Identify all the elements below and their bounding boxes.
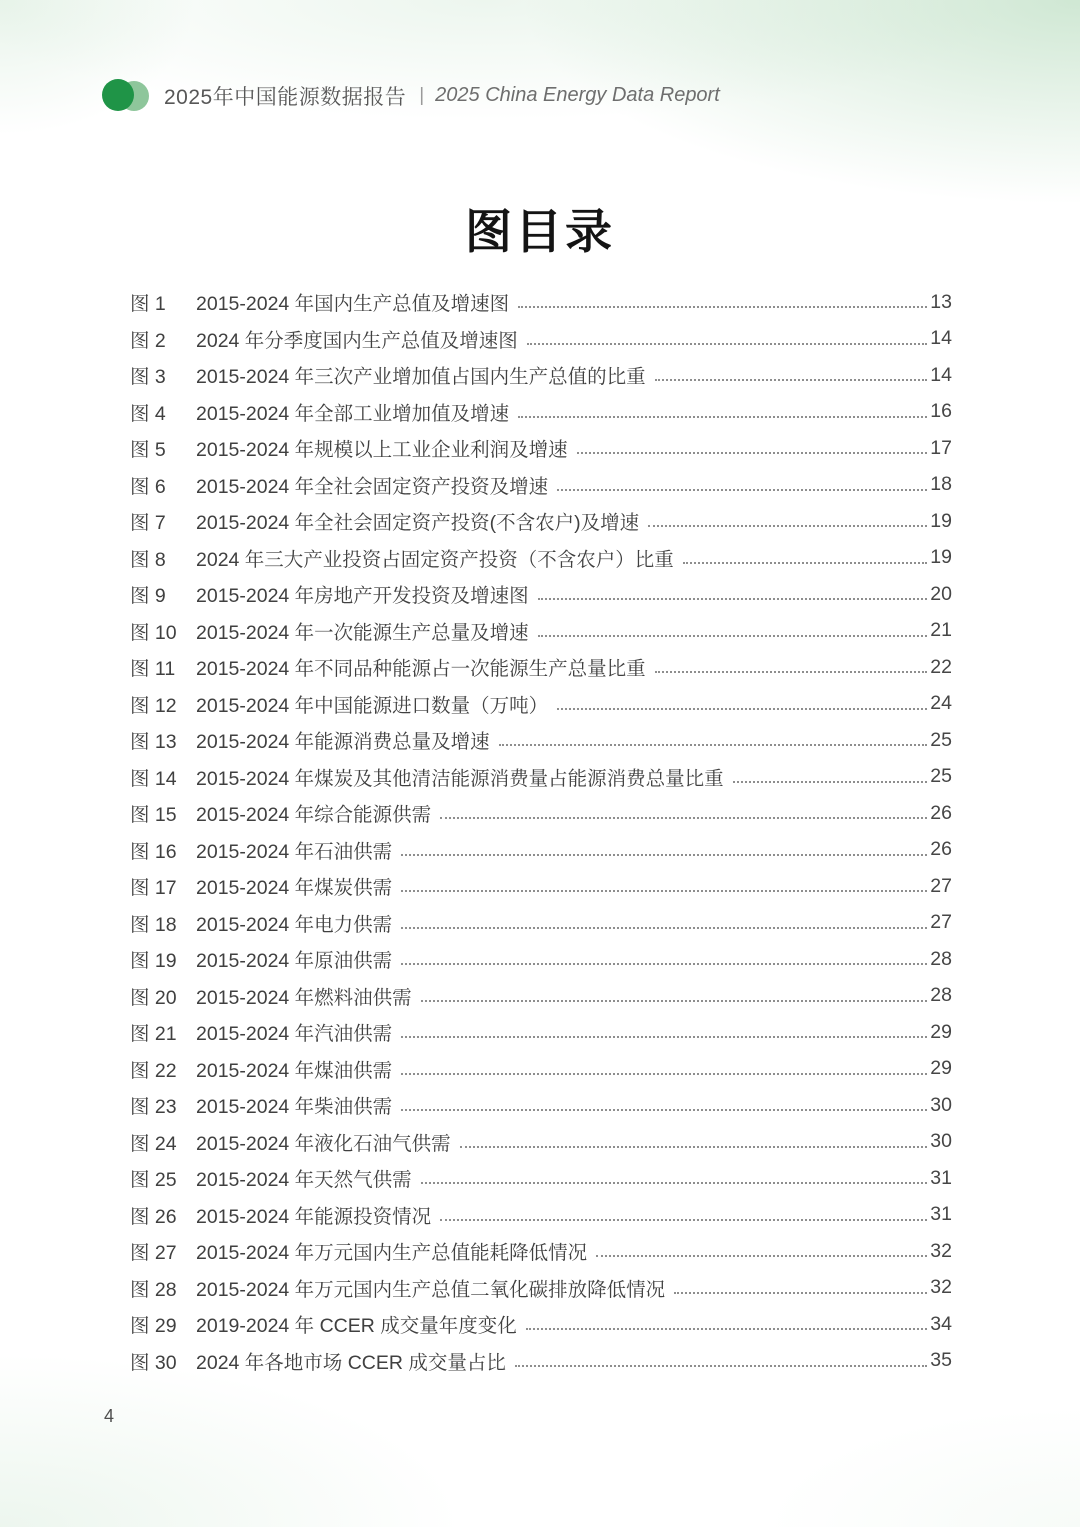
logo-circle-dark [102, 79, 134, 111]
toc-entry-leader-dots [518, 306, 927, 308]
toc-entry-leader-dots [538, 598, 928, 600]
toc-entry-title: 2015-2024 年全社会固定资产投资(不含农户)及增速 [196, 512, 640, 535]
toc-entry-figure-label: 图 13 [130, 731, 177, 754]
toc-entry-figure-label: 图 7 [130, 512, 166, 535]
toc-entry-figure-label: 图 26 [130, 1205, 177, 1228]
toc-entry-leader-dots [538, 635, 928, 637]
toc-entry-leader-dots [440, 1219, 927, 1221]
toc-entry-title: 2024 年分季度国内生产总值及增速图 [196, 329, 518, 352]
toc-entry[interactable] [130, 1051, 952, 1088]
toc-entry-title: 2019-2024 年 CCER 成交量年度变化 [196, 1315, 517, 1338]
toc-entry-page-number: 31 [930, 1203, 952, 1226]
toc-entry-figure-label: 图 27 [130, 1242, 177, 1265]
toc-entry-page-number: 32 [930, 1239, 952, 1262]
toc-entry-title: 2015-2024 年能源消费总量及增速 [196, 731, 490, 754]
toc-entry-page-number: 30 [930, 1130, 952, 1153]
report-logo-icon [102, 79, 150, 112]
toc-entry-page-number: 27 [930, 874, 952, 897]
toc-entry-leader-dots [733, 781, 928, 783]
toc-entry-figure-label: 图 23 [130, 1096, 177, 1119]
toc-entry-leader-dots [596, 1255, 927, 1257]
toc-entry-figure-label: 图 3 [130, 366, 166, 389]
toc-entry-page-number: 22 [930, 655, 952, 678]
toc-entry[interactable] [130, 1343, 952, 1380]
toc-entry-leader-dots [518, 416, 927, 418]
toc-entry[interactable] [130, 284, 952, 321]
toc-entry-page-number: 35 [930, 1349, 952, 1372]
toc-entry-page-number: 18 [930, 473, 952, 496]
toc-entry-page-number: 13 [930, 290, 952, 313]
toc-entry-title: 2015-2024 年国内生产总值及增速图 [196, 293, 510, 316]
toc-entry-title: 2015-2024 年规模以上工业企业利润及增速 [196, 439, 568, 462]
toc-entry[interactable] [130, 357, 952, 394]
toc-entry[interactable] [130, 321, 952, 358]
toc-entry[interactable] [130, 1306, 952, 1343]
toc-entry-leader-dots [557, 708, 927, 710]
toc-entry-title: 2015-2024 年石油供需 [196, 840, 393, 863]
toc-entry[interactable] [130, 540, 952, 577]
toc-entry-leader-dots [421, 1000, 928, 1002]
toc-entry-page-number: 25 [930, 765, 952, 788]
toc-entry-leader-dots [401, 890, 927, 892]
toc-entry-page-number: 14 [930, 327, 952, 350]
toc-entry-figure-label: 图 6 [130, 475, 166, 498]
toc-entry-page-number: 28 [930, 947, 952, 970]
toc-entry-leader-dots [648, 525, 927, 527]
toc-entry[interactable] [130, 1160, 952, 1197]
toc-entry-figure-label: 图 28 [130, 1278, 177, 1301]
toc-entry-title: 2015-2024 年电力供需 [196, 913, 393, 936]
toc-entry-leader-dots [421, 1182, 928, 1184]
toc-entry-figure-label: 图 5 [130, 439, 166, 462]
toc-entry[interactable] [130, 905, 952, 942]
toc-entry-leader-dots [401, 1036, 927, 1038]
toc-entry[interactable] [130, 1197, 952, 1234]
toc-entry[interactable] [130, 503, 952, 540]
toc-entry-title: 2015-2024 年燃料油供需 [196, 986, 412, 1009]
toc-entry-leader-dots [499, 744, 928, 746]
figure-toc-list [130, 284, 952, 1379]
toc-entry-page-number: 28 [930, 984, 952, 1007]
toc-entry-page-number: 26 [930, 838, 952, 861]
toc-entry-title: 2015-2024 年综合能源供需 [196, 804, 432, 827]
toc-entry[interactable] [130, 1233, 952, 1270]
toc-entry-title: 2015-2024 年万元国内生产总值能耗降低情况 [196, 1242, 588, 1265]
toc-entry-title: 2015-2024 年全部工业增加值及增速 [196, 402, 510, 425]
toc-entry-leader-dots [515, 1365, 927, 1367]
toc-entry[interactable] [130, 686, 952, 723]
toc-entry-figure-label: 图 8 [130, 548, 166, 571]
toc-entry-figure-label: 图 22 [130, 1059, 177, 1082]
report-header [102, 79, 720, 112]
toc-entry-leader-dots [401, 1073, 927, 1075]
toc-entry-figure-label: 图 2 [130, 329, 166, 352]
report-title-en: 2025 China Energy Data Report [435, 84, 720, 106]
toc-entry-title: 2015-2024 年柴油供需 [196, 1096, 393, 1119]
toc-entry-figure-label: 图 16 [130, 840, 177, 863]
toc-entry-leader-dots [557, 489, 927, 491]
toc-entry[interactable] [130, 722, 952, 759]
toc-entry-page-number: 31 [930, 1166, 952, 1189]
toc-entry-page-number: 17 [930, 436, 952, 459]
toc-entry[interactable] [130, 941, 952, 978]
toc-entry-title: 2015-2024 年三次产业增加值占国内生产总值的比重 [196, 366, 646, 389]
toc-entry-page-number: 30 [930, 1093, 952, 1116]
toc-entry-title: 2015-2024 年不同品种能源占一次能源生产总量比重 [196, 658, 646, 681]
toc-entry[interactable] [130, 430, 952, 467]
toc-entry-figure-label: 图 29 [130, 1315, 177, 1338]
toc-entry-figure-label: 图 4 [130, 402, 166, 425]
toc-entry-title: 2015-2024 年煤炭及其他清洁能源消费量占能源消费总量比重 [196, 767, 724, 790]
toc-entry-title: 2015-2024 年万元国内生产总值二氧化碳排放降低情况 [196, 1278, 666, 1301]
toc-entry-figure-label: 图 25 [130, 1169, 177, 1192]
toc-entry-figure-label: 图 17 [130, 877, 177, 900]
toc-entry-title: 2015-2024 年一次能源生产总量及增速 [196, 621, 529, 644]
toc-entry-page-number: 19 [930, 546, 952, 569]
toc-entry[interactable] [130, 613, 952, 650]
toc-entry-page-number: 14 [930, 363, 952, 386]
toc-entry-page-number: 29 [930, 1020, 952, 1043]
page-number: 4 [104, 1406, 115, 1426]
header-separator: | [419, 84, 425, 106]
toc-entry-title: 2015-2024 年液化石油气供需 [196, 1132, 451, 1155]
toc-entry-title: 2024 年各地市场 CCER 成交量占比 [196, 1351, 506, 1374]
toc-entry-leader-dots [440, 817, 927, 819]
toc-entry-page-number: 24 [930, 692, 952, 715]
toc-entry-title: 2015-2024 年房地产开发投资及增速图 [196, 585, 529, 608]
toc-entry-title: 2015-2024 年原油供需 [196, 950, 393, 973]
toc-entry-leader-dots [460, 1146, 928, 1148]
toc-entry-title: 2015-2024 年煤油供需 [196, 1059, 393, 1082]
toc-entry-page-number: 26 [930, 801, 952, 824]
toc-entry-title: 2015-2024 年能源投资情况 [196, 1205, 432, 1228]
toc-entry-figure-label: 图 10 [130, 621, 177, 644]
toc-entry-leader-dots [401, 963, 927, 965]
toc-entry-page-number: 25 [930, 728, 952, 751]
toc-entry[interactable] [130, 1087, 952, 1124]
toc-entry-title: 2015-2024 年天然气供需 [196, 1169, 412, 1192]
toc-entry-figure-label: 图 12 [130, 694, 177, 717]
toc-entry-title: 2015-2024 年全社会固定资产投资及增速 [196, 475, 549, 498]
toc-entry-figure-label: 图 14 [130, 767, 177, 790]
toc-entry-page-number: 20 [930, 582, 952, 605]
toc-entry[interactable] [130, 832, 952, 869]
toc-entry-figure-label: 图 11 [130, 658, 176, 681]
toc-entry-figure-label: 图 1 [130, 293, 166, 316]
toc-entry-page-number: 34 [930, 1312, 952, 1335]
toc-entry[interactable] [130, 394, 952, 431]
toc-entry-leader-dots [526, 1328, 928, 1330]
toc-entry-leader-dots [655, 671, 928, 673]
toc-entry-figure-label: 图 15 [130, 804, 177, 827]
toc-entry-figure-label: 图 20 [130, 986, 177, 1009]
toc-entry[interactable] [130, 576, 952, 613]
toc-entry[interactable] [130, 1270, 952, 1307]
toc-entry-leader-dots [683, 562, 927, 564]
toc-entry-title: 2015-2024 年中国能源进口数量（万吨） [196, 694, 549, 717]
toc-entry[interactable] [130, 759, 952, 796]
toc-entry-leader-dots [401, 854, 927, 856]
toc-entry-leader-dots [655, 379, 928, 381]
toc-entry-page-number: 27 [930, 911, 952, 934]
toc-entry-title: 2015-2024 年煤炭供需 [196, 877, 393, 900]
toc-entry[interactable] [130, 978, 952, 1015]
toc-entry-page-number: 32 [930, 1276, 952, 1299]
toc-entry-leader-dots [527, 343, 927, 345]
toc-entry[interactable] [130, 1014, 952, 1051]
toc-entry[interactable] [130, 649, 952, 686]
toc-entry-leader-dots [401, 927, 927, 929]
toc-entry[interactable] [130, 1124, 952, 1161]
report-title-zh: 2025年中国能源数据报告 [164, 85, 407, 109]
toc-entry-figure-label: 图 19 [130, 950, 177, 973]
toc-entry-title: 2015-2024 年汽油供需 [196, 1023, 393, 1046]
toc-entry-figure-label: 图 9 [130, 585, 166, 608]
toc-entry-page-number: 21 [930, 619, 952, 642]
toc-entry-figure-label: 图 21 [130, 1023, 177, 1046]
toc-entry[interactable] [130, 795, 952, 832]
toc-entry-leader-dots [577, 452, 928, 454]
toc-entry[interactable] [130, 868, 952, 905]
page-title: 图目录 [465, 205, 615, 258]
toc-entry-page-number: 29 [930, 1057, 952, 1080]
toc-entry-figure-label: 图 18 [130, 913, 177, 936]
toc-entry-title: 2024 年三大产业投资占固定资产投资（不含农户）比重 [196, 548, 674, 571]
toc-entry[interactable] [130, 467, 952, 504]
toc-entry-page-number: 19 [930, 509, 952, 532]
toc-entry-page-number: 16 [930, 400, 952, 423]
toc-entry-leader-dots [674, 1292, 927, 1294]
toc-entry-figure-label: 图 24 [130, 1132, 177, 1155]
toc-entry-figure-label: 图 30 [130, 1351, 177, 1374]
toc-entry-leader-dots [401, 1109, 927, 1111]
